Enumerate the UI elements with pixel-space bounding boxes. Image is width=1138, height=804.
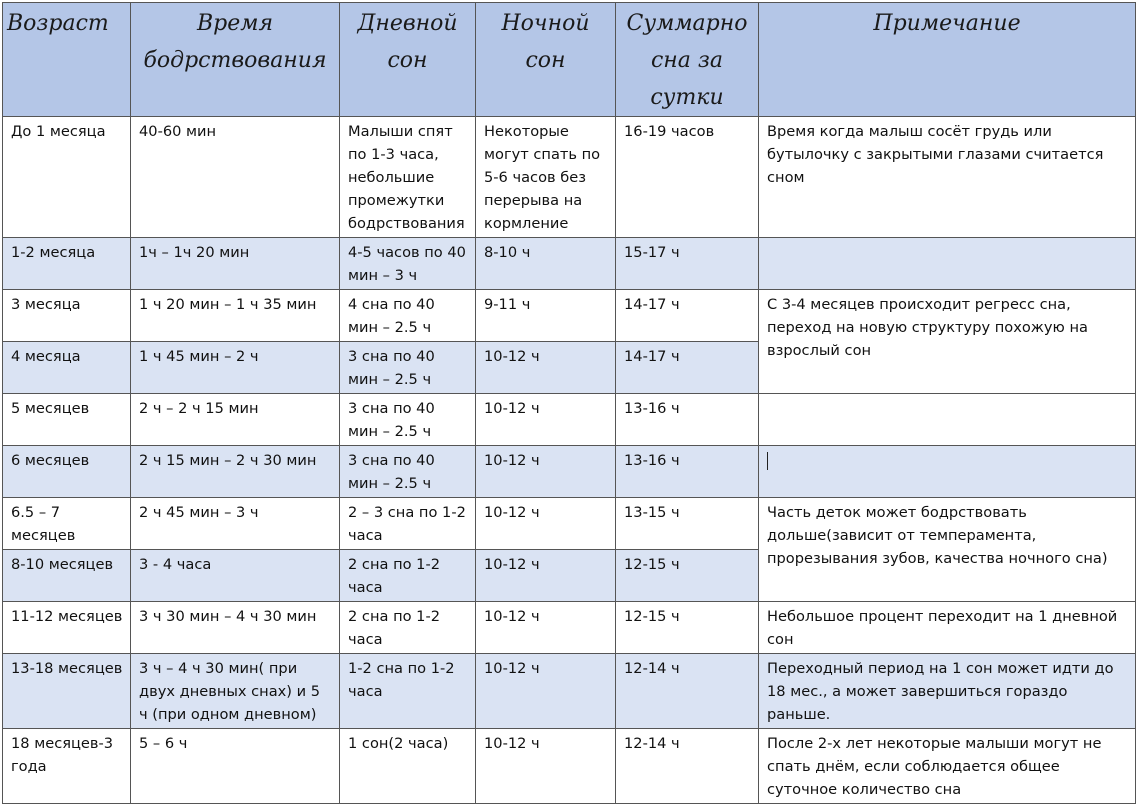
cell-total: 12-15 ч bbox=[616, 602, 759, 654]
cell-night: 10-12 ч bbox=[476, 342, 616, 394]
header-night-sleep: Ночной сон bbox=[476, 3, 616, 117]
cell-night: 10-12 ч bbox=[476, 602, 616, 654]
header-note: Примечание bbox=[759, 3, 1136, 117]
cell-age: 3 месяца bbox=[3, 290, 131, 342]
cell-age: 1-2 месяца bbox=[3, 238, 131, 290]
cell-night: 10-12 ч bbox=[476, 498, 616, 550]
cell-age: 11-12 месяцев bbox=[3, 602, 131, 654]
header-day-sleep: Дневной сон bbox=[340, 3, 476, 117]
table-row bbox=[3, 290, 1136, 342]
cell-note: После 2-х лет некоторые малыши могут не спать днём, если соблюдается общее суточное количество сна bbox=[759, 729, 1136, 804]
cell-note: Переходный период на 1 сон может идти до 18 мес., а может завершиться гораздо раньше. bbox=[759, 654, 1136, 729]
header-wake-time: Время бодрствования bbox=[131, 3, 340, 117]
cell-wake: 2 ч 45 мин – 3 ч bbox=[131, 498, 340, 550]
cell-age: 18 месяцев-3 года bbox=[3, 729, 131, 804]
cell-wake: 40-60 мин bbox=[131, 117, 340, 238]
cell-night: 8-10 ч bbox=[476, 238, 616, 290]
cell-night: 9-11 ч bbox=[476, 290, 616, 342]
sleep-schedule-table bbox=[2, 2, 1136, 804]
cell-day: 3 сна по 40 мин – 2.5 ч bbox=[340, 342, 476, 394]
cell-note: Время когда малыш сосёт грудь или бутылочку с закрытыми глазами считается сном bbox=[759, 117, 1136, 238]
cell-total: 13-16 ч bbox=[616, 394, 759, 446]
cell-night: 10-12 ч bbox=[476, 446, 616, 498]
table-row bbox=[3, 394, 1136, 446]
cell-total: 13-16 ч bbox=[616, 446, 759, 498]
cell-age: 4 месяца bbox=[3, 342, 131, 394]
cell-day: 3 сна по 40 мин – 2.5 ч bbox=[340, 446, 476, 498]
cell-day: 4-5 часов по 40 мин – 3 ч bbox=[340, 238, 476, 290]
cell-night: Некоторые могут спать по 5-6 часов без перерыва на кормление bbox=[476, 117, 616, 238]
header-total-sleep: Суммарно сна за сутки bbox=[616, 3, 759, 117]
cell-total: 12-14 ч bbox=[616, 654, 759, 729]
cell-total: 15-17 ч bbox=[616, 238, 759, 290]
cell-wake: 2 ч – 2 ч 15 мин bbox=[131, 394, 340, 446]
header-age: Возраст bbox=[3, 3, 131, 117]
table-row bbox=[3, 498, 1136, 550]
cell-day: 4 сна по 40 мин – 2.5 ч bbox=[340, 290, 476, 342]
cell-note-empty bbox=[759, 394, 1136, 446]
cell-total: 16-19 часов bbox=[616, 117, 759, 238]
table-row bbox=[3, 117, 1136, 238]
cell-day: 2 сна по 1-2 часа bbox=[340, 602, 476, 654]
cell-note-empty bbox=[759, 238, 1136, 290]
cell-age: До 1 месяца bbox=[3, 117, 131, 238]
table-row bbox=[3, 238, 1136, 290]
cell-day: 2 – 3 сна по 1-2 часа bbox=[340, 498, 476, 550]
cell-day: 1-2 сна по 1-2 часа bbox=[340, 654, 476, 729]
cell-night: 10-12 ч bbox=[476, 654, 616, 729]
cell-total: 12-15 ч bbox=[616, 550, 759, 602]
cell-wake: 3 ч 30 мин – 4 ч 30 мин bbox=[131, 602, 340, 654]
cell-age: 13-18 месяцев bbox=[3, 654, 131, 729]
cell-day: 1 сон(2 часа) bbox=[340, 729, 476, 804]
table-row bbox=[3, 602, 1136, 654]
cell-total: 14-17 ч bbox=[616, 290, 759, 342]
cell-note: С 3-4 месяцев происходит регресс сна, переход на новую структуру похожую на взрослый сон bbox=[759, 290, 1136, 394]
cell-wake: 1 ч 20 мин – 1 ч 35 мин bbox=[131, 290, 340, 342]
table-row bbox=[3, 654, 1136, 729]
cell-age: 6.5 – 7 месяцев bbox=[3, 498, 131, 550]
cell-note: Часть деток может бодрствовать дольше(зависит от темперамента, прорезывания зубов, качества ночного сна) bbox=[759, 498, 1136, 602]
table-row bbox=[3, 729, 1136, 804]
cell-wake: 3 ч – 4 ч 30 мин( при двух дневных снах) и 5 ч (при одном дневном) bbox=[131, 654, 340, 729]
cell-wake: 2 ч 15 мин – 2 ч 30 мин bbox=[131, 446, 340, 498]
cell-day: 2 сна по 1-2 часа bbox=[340, 550, 476, 602]
cell-age: 5 месяцев bbox=[3, 394, 131, 446]
cell-wake: 5 – 6 ч bbox=[131, 729, 340, 804]
cell-night: 10-12 ч bbox=[476, 394, 616, 446]
cell-total: 13-15 ч bbox=[616, 498, 759, 550]
cell-wake: 3 - 4 часа bbox=[131, 550, 340, 602]
text-cursor bbox=[767, 452, 768, 470]
header-row bbox=[3, 3, 1136, 117]
cell-age: 6 месяцев bbox=[3, 446, 131, 498]
cell-day: Малыши спят по 1-3 часа, небольшие промежутки бодрствования bbox=[340, 117, 476, 238]
cell-note-editing[interactable] bbox=[759, 446, 1136, 498]
cell-note: Небольшое процент переходит на 1 дневной сон bbox=[759, 602, 1136, 654]
table-row bbox=[3, 446, 1136, 498]
cell-night: 10-12 ч bbox=[476, 729, 616, 804]
cell-total: 14-17 ч bbox=[616, 342, 759, 394]
cell-day: 3 сна по 40 мин – 2.5 ч bbox=[340, 394, 476, 446]
cell-wake: 1ч – 1ч 20 мин bbox=[131, 238, 340, 290]
cell-wake: 1 ч 45 мин – 2 ч bbox=[131, 342, 340, 394]
cell-night: 10-12 ч bbox=[476, 550, 616, 602]
cell-age: 8-10 месяцев bbox=[3, 550, 131, 602]
cell-total: 12-14 ч bbox=[616, 729, 759, 804]
